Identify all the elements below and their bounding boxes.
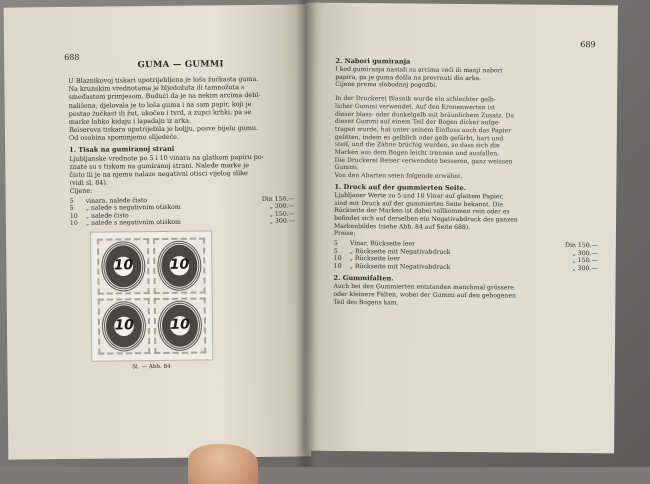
- price-amount: „ 300.—: [269, 217, 295, 226]
- price-amount: Din 150.—: [261, 195, 295, 203]
- text-line: Gummi.: [334, 164, 359, 172]
- text-line: Von den Abarten seien folgende erwähnt.: [334, 172, 463, 181]
- text-line: licher Gummi verwendet. Auf den Kronenwerten ist: [335, 102, 496, 112]
- text-line: dieser blass- oder dunkelgelb mit bräunlichem Zusatz. Da: [334, 110, 515, 119]
- price-amount: „ 300.—: [572, 264, 598, 273]
- text-line: sind mit Druck auf der gummierten Seite bekannt. Die: [334, 199, 504, 208]
- price-value: 5: [69, 197, 74, 205]
- text-line: tragen wurde, hat unter seinem Einfluss auch das Papier: [334, 125, 512, 135]
- section-title: 1. Druck auf der gummierten Seite.: [334, 182, 467, 192]
- text-line: Die Druckerei Reiser verwendete besseren, ganz weissen: [334, 156, 513, 166]
- price-value: 10: [333, 255, 342, 263]
- section-text: [334, 192, 598, 233]
- section-text: [335, 66, 599, 91]
- text-line: čisto ili je na njemu nalaze negativni otisci vijelog slike: [69, 169, 248, 179]
- text-line: gelitten, indem es gelblich oder gelb gefärbt, hart und: [334, 133, 504, 142]
- text-line: (vidi sl. 84).: [69, 178, 108, 188]
- price-desc: vinara, naleđe čisto: [85, 196, 148, 205]
- price-desc: „ naleđe s negativnim otiskom: [85, 219, 181, 228]
- text-line: Teil des Bogens kam.: [333, 298, 399, 307]
- price-desc: „ Rückseite leer: [349, 255, 400, 263]
- page-heading: GUMA — GUMMI: [137, 59, 224, 71]
- intro-paragraph: [68, 75, 294, 143]
- finger: [188, 444, 258, 484]
- text-line: znate su s tiskom na gumiranoj strani. Naleđe marke je: [69, 160, 250, 171]
- stamp-value: 10: [112, 257, 135, 274]
- text-line: Cijene prema slobodnoj pogodbi.: [335, 81, 438, 90]
- text-line: Markenbildes (siehe Abb. 84 auf Seite 688).: [333, 222, 471, 231]
- section-text: [333, 283, 597, 308]
- stamp-image: [153, 238, 206, 295]
- price-desc: „ Rückseite mit Negativabdruck: [349, 247, 451, 256]
- prices-label: Cijene:: [69, 187, 93, 196]
- text-line: Reiserova tiskara upotrijebila je boljju, posve bijelu gumu.: [68, 124, 259, 135]
- price-table: [70, 195, 295, 228]
- text-line: nališena, djelovala je to loša guma i na sam papir, koji je: [68, 99, 252, 110]
- text-line: Od osobina spominjemo slijedeće.: [68, 133, 180, 143]
- table-row: [70, 218, 295, 228]
- text-line: Marken aus dem Bogen leicht trennen und ausfallen.: [334, 148, 500, 158]
- price-value: 10: [69, 220, 78, 228]
- prices-label: Preise:: [333, 230, 356, 238]
- price-desc: Vinar, Rückseite leer: [349, 240, 416, 248]
- price-value: 5: [333, 247, 338, 255]
- text-line: Ljubljanske vrednote po 5 i 10 vinara na glatkom papiru po-: [69, 152, 264, 163]
- stamp-image: [154, 298, 207, 355]
- price-amount: „ 150.—: [572, 257, 598, 265]
- stamp-image: [98, 298, 151, 355]
- right-page: [302, 3, 618, 454]
- section-title: 1. Tisak na gumiranoj strani: [69, 144, 175, 154]
- left-page: [4, 4, 312, 459]
- page-number-left: 688: [64, 52, 80, 62]
- price-value: 5: [333, 239, 338, 247]
- text-line: oder kleinere Falten, wobei der Gummi auf den gebogenen: [333, 291, 516, 300]
- price-amount: „ 150.—: [269, 210, 295, 218]
- text-line: marke lahko kidaju i lapadaju iz arka.: [68, 116, 192, 126]
- price-amount: „ 300.—: [572, 249, 598, 257]
- stamp-figure: [90, 230, 213, 361]
- book-gutter: [296, 0, 316, 467]
- price-value: 10: [333, 262, 342, 270]
- stamp-value: 10: [112, 317, 136, 334]
- text-line: papira, pa je guma došla na prevrnuti dio arka.: [335, 73, 482, 82]
- page-number-right: 689: [580, 40, 596, 50]
- stamp-value: 10: [168, 316, 192, 333]
- table-row: [334, 263, 598, 273]
- section-title: 2. Gummifalten.: [333, 274, 394, 283]
- price-value: 5: [69, 205, 74, 213]
- stamp-image: [97, 238, 150, 295]
- text-line: befindet sich auf derselben ein Negativabdruck des ganzen: [334, 214, 518, 224]
- text-line: I kod gumiranja nastali su arcima veći ili manji nabori: [335, 65, 503, 75]
- price-table: [334, 240, 598, 273]
- text-line: U Blaznikovoj tiskari upotrijebljena je loša žućkasta guma.: [68, 74, 259, 85]
- price-amount: Din 150.—: [564, 241, 598, 250]
- text-line: Rückseite der Marken ist dabei vollkommen rein oder es: [334, 207, 510, 216]
- section-title: 2. Nabori gumiranja: [335, 56, 411, 66]
- price-value: 10: [69, 212, 78, 220]
- stamp-value: 10: [168, 256, 191, 273]
- price-desc: „ naleđe s negativnim otiskom: [85, 203, 181, 212]
- price-desc: „ Rückseite mit Negativabdruck: [349, 262, 451, 271]
- german-intro: [334, 95, 599, 182]
- text-line: Auch bei den Gummierten entstanden manchmal grössere: [333, 283, 514, 292]
- text-line: Ljubljaner Werte zu 5 und 10 Vinar auf glattem Papier,: [334, 191, 504, 201]
- text-line: Na krunskim vrednotama je bljedožuta ili tamnožuta s: [68, 83, 245, 94]
- price-amount: „ 300.—: [269, 202, 295, 211]
- price-desc: „ naleđe čisto: [85, 212, 129, 220]
- text-line: smeđastom primjesom. Budući da je na nekim arcima debl-: [68, 91, 261, 102]
- figure-caption: Sl. — Abb. 84: [132, 363, 171, 371]
- text-line: dieser Gummi auf einem Teil der Bogen dicker aufge-: [334, 118, 501, 127]
- text-line: postao žućkast ili žut, ukočen i tvrd, a zupci krhki; pa se: [68, 107, 252, 118]
- text-line: In der Druckerei Blasnik wurde ein schlechter gelb-: [335, 95, 496, 104]
- section-text: [69, 152, 294, 187]
- text-line: steif, und die Zähne brüchig wurden, so dass sich die: [334, 141, 500, 150]
